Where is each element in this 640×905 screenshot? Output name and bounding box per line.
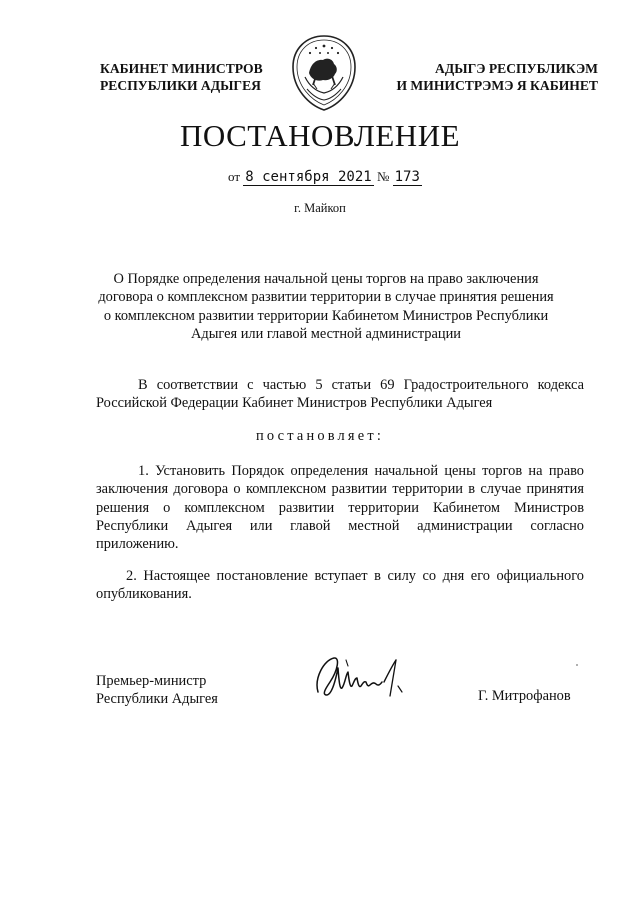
issuer-line-1-adyghe: АДЫГЭ РЕСПУБЛИКЭМ bbox=[435, 61, 598, 76]
document-date: 8 сентября 2021 bbox=[245, 169, 372, 185]
city: г. Майкоп bbox=[294, 201, 346, 215]
resolution-item-1: 1. Установить Порядок определения начальной цены торгов на право заключения договора о комплексном развитии территории в случае принятия решения о комплексном развитии территории Кабинетом Министров Республики Адыгея или главой местной администрации согласно приложению. bbox=[96, 463, 584, 553]
signatory-role-line-1: Премьер-министр bbox=[96, 673, 207, 689]
signatory-role bbox=[96, 672, 218, 709]
signature-icon bbox=[312, 648, 412, 708]
document-dateline bbox=[228, 169, 422, 186]
signatory-name: Г. Митрофанов bbox=[478, 688, 571, 704]
scan-speck bbox=[576, 664, 578, 666]
issuer-line-2-adyghe: И МИНИСТРЭМЭ Я КАБИНЕТ bbox=[396, 78, 598, 93]
issuer-name-russian bbox=[100, 60, 285, 94]
preamble-paragraph: В соответствии с частью 5 статьи 69 Градостроительного кодекса Российской Федерации Кабинет Министров Республики Адыгея bbox=[96, 377, 584, 412]
issuer-line-1: КАБИНЕТ МИНИСТРОВ bbox=[100, 61, 263, 76]
resolves-keyword: постановляет: bbox=[255, 428, 385, 444]
issuer-name-adyghe bbox=[368, 60, 598, 94]
issuer-line-2: РЕСПУБЛИКИ АДЫГЕЯ bbox=[100, 78, 261, 93]
republic-emblem-icon bbox=[287, 33, 361, 113]
document-number: 173 bbox=[394, 169, 420, 185]
date-prefix: от bbox=[228, 169, 241, 184]
signatory-role-line-2: Республики Адыгея bbox=[96, 691, 218, 708]
number-sign: № bbox=[376, 169, 390, 184]
resolution-item-2: 2. Настоящее постановление вступает в силу со дня его официального опубликования. bbox=[96, 568, 584, 603]
document-subject: О Порядке определения начальной цены торгов на право заключения договора о комплексном развитии территории в случае принятия решения о комплексном развитии территории Кабинетом Министров Республики Адыгея или главой местной администрации bbox=[98, 271, 554, 342]
document-type-title: ПОСТАНОВЛЕНИЕ bbox=[179, 118, 461, 153]
